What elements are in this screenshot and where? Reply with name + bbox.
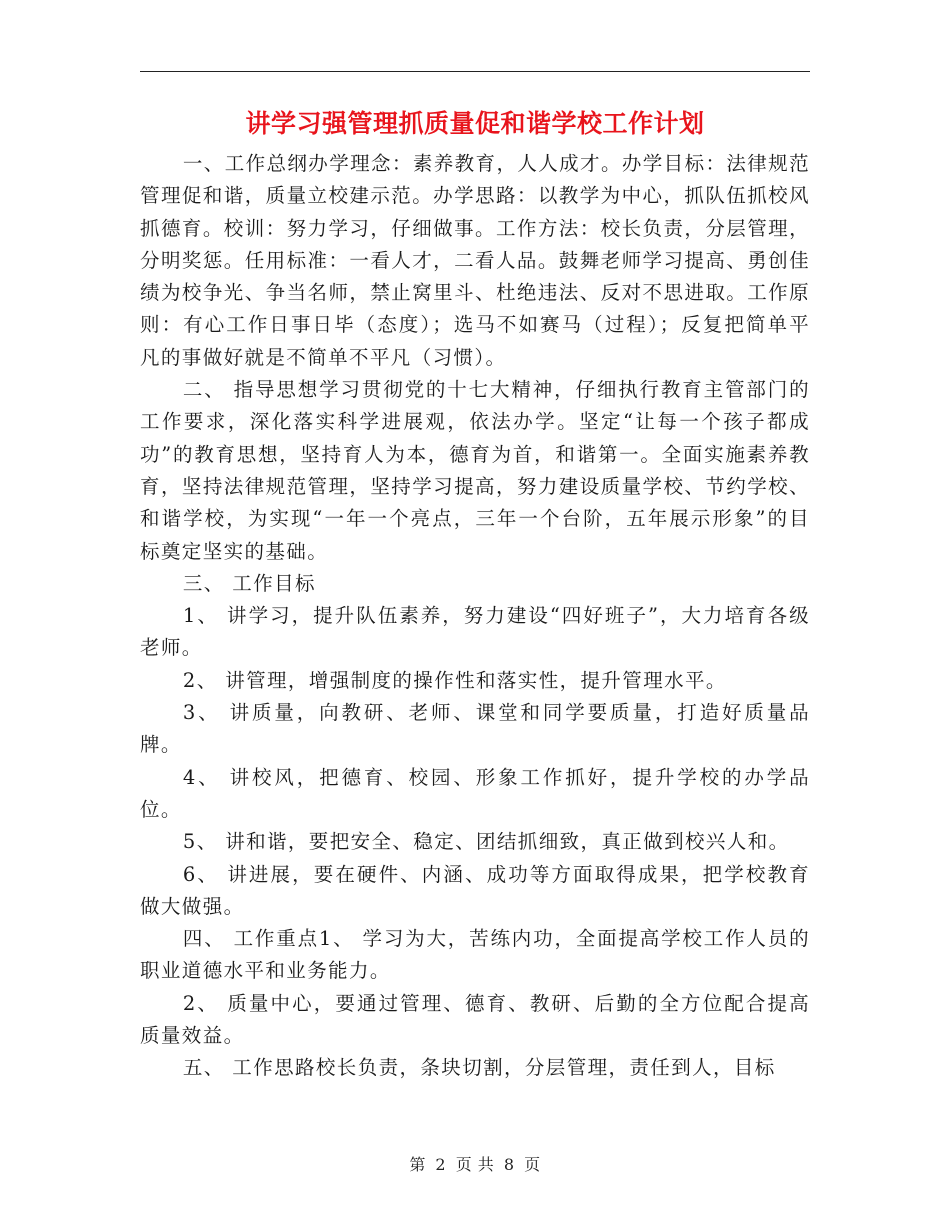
paragraph-10: 四、 工作重点1、 学习为大，苦练内功，全面提高学校工作人员的职业道德水平和业务能力。: [140, 927, 810, 983]
page-footer: [0, 1152, 950, 1175]
paragraph-9: 6、 讲进展，要在硬件、内涵、成功等方面取得成果，把学校教育做大做强。: [140, 862, 810, 918]
paragraph-4: 1、 讲学习，提升队伍素养，努力建设“四好班子”，大力培育各级老师。: [140, 604, 810, 660]
paragraph-3: 三、 工作目标: [182, 571, 316, 595]
header-rule: [140, 71, 810, 72]
paragraph-7: 4、 讲校风，把德育、校园、形象工作抓好，提升学校的办学品位。: [140, 765, 810, 821]
document-body: [140, 148, 810, 1085]
footer-suffix: 页: [524, 1155, 541, 1174]
footer-prefix: 第: [409, 1155, 426, 1174]
current-page-number: 2: [435, 1155, 447, 1174]
footer-middle: 页 共: [455, 1155, 495, 1174]
paragraph-5: 2、 讲管理，增强制度的操作性和落实性，提升管理水平。: [182, 668, 727, 692]
total-page-count: 8: [503, 1155, 515, 1174]
paragraph-8: 5、 讲和谐，要把安全、稳定、团结抓细致，真正做到校兴人和。: [182, 830, 790, 854]
paragraph-2: 二、 指导思想学习贯彻党的十七大精神，仔细执行教育主管部门的工作要求，深化落实科学进展观，依法办学。坚定“让每一个孩子都成功”的教育思想，坚持育人为本，德育为首，和谐第一。全面实施素养教育，坚持法律规范管理，坚持学习提高，努力建设质量学校、节约学校、和谐学校，为实现“一年一个亮点，三年一个台阶，五年展示形象”的目标奠定坚实的基础。: [140, 378, 810, 563]
paragraph-1: 一、工作总纲办学理念：素养教育，人人成才。办学目标：法律规范管理促和谐，质量立校建示范。办学思路：以教学为中心，抓队伍抓校风抓德育。校训：努力学习，仔细做事。工作方法：校长负责，分层管理，分明奖惩。任用标准：一看人才，二看人品。鼓舞老师学习提高、勇创佳绩为校争光、争当名师，禁止窝里斗、杜绝违法、反对不思进取。工作原则：有心工作日事日毕（态度）；选马不如赛马（过程）；反复把简单平凡的事做好就是不简单不平凡（习惯）。: [140, 152, 810, 369]
document-title: 讲学习强管理抓质量促和谐学校工作计划: [245, 109, 705, 138]
paragraph-11: 2、 质量中心，要通过管理、德育、教研、后勤的全方位配合提高质量效益。: [140, 991, 810, 1048]
paragraph-12: 五、 工作思路校长负责，条块切割，分层管理，责任到人，目标: [182, 1056, 776, 1080]
paragraph-6: 3、 讲质量，向教研、老师、课堂和同学要质量，打造好质量品牌。: [140, 701, 810, 757]
